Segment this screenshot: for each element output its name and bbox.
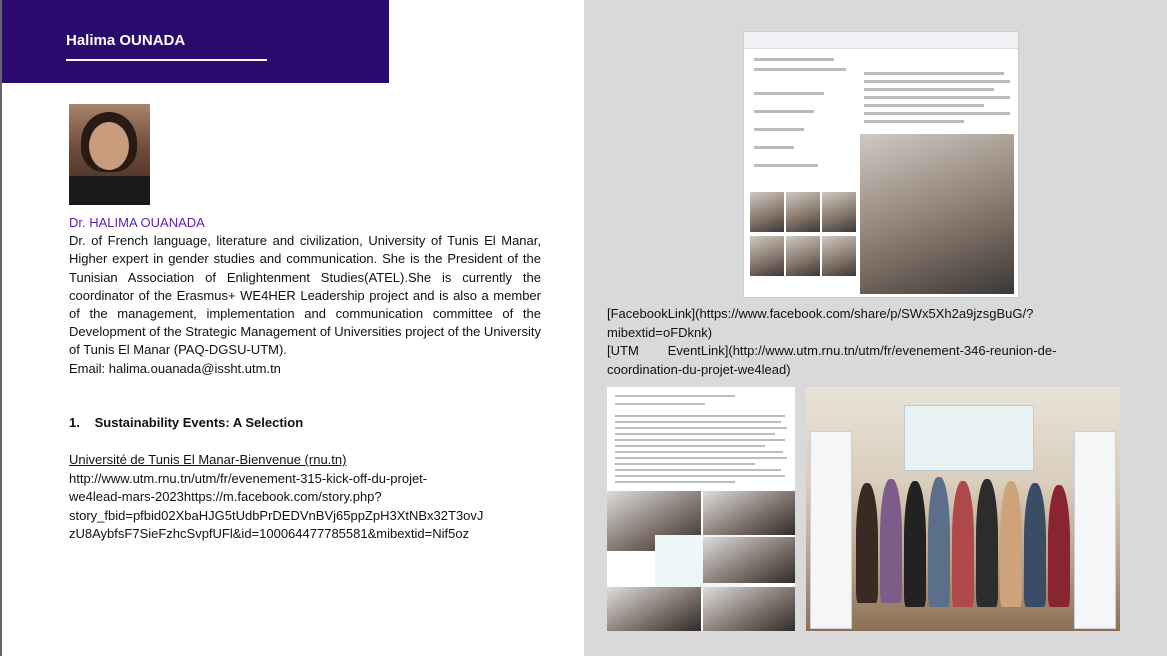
facebook-intro-column bbox=[748, 52, 856, 192]
post-photo-4 bbox=[607, 587, 701, 631]
post-photo-5 bbox=[703, 587, 795, 631]
post-photo-3 bbox=[703, 537, 795, 583]
facebook-page-screenshot bbox=[743, 31, 1019, 298]
event-url-line-1[interactable]: http://www.utm.rnu.tn/utm/fr/evenement-315-kick-off-du-projet- bbox=[69, 470, 428, 486]
post-photo-2 bbox=[703, 491, 795, 535]
event-url-line-4[interactable]: zU8AybfsF7SieFzhcSvpfUFl&id=100064477785581&mibextid=Nif5oz bbox=[69, 526, 470, 541]
utm-event-link-line-1[interactable]: [UTM EventLink](http://www.utm.rnu.tn/utm/fr/evenement-346-reunion-de- bbox=[607, 343, 1057, 358]
bio-email: Email: halima.ouanada@issht.utm.tn bbox=[69, 360, 281, 376]
portrait-shirt bbox=[69, 176, 150, 205]
header-underline bbox=[66, 59, 267, 61]
header-name: Halima OUNADA bbox=[66, 32, 186, 49]
facebook-top-bar bbox=[744, 32, 1018, 49]
section-number: 1. bbox=[69, 415, 80, 430]
event-url-line-2[interactable]: we4lead-mars-2023https://m.facebook.com/story.php? bbox=[69, 489, 382, 504]
facebook-link-line-2[interactable]: mibextid=oFDknk) bbox=[607, 324, 713, 340]
bio-text: Dr. of French language, literature and civilization, University of Tunis El Manar, Higher expert in gender studies and communication. She is the President of the Tunisian Association of Enlightenment Studies(ATEL).She is currently the coordinator of the Erasmus+ WE4HER Leadership project and is also a member of the management, implementation and communication committee of the Development of the Strategic Management of Universities project of the University of Tunis El Manar (PAQ-DGSU-UTM). bbox=[69, 233, 541, 358]
rollup-banner-left bbox=[810, 431, 852, 629]
utm-event-link-line-2[interactable]: coordination-du-projet-we4lead) bbox=[607, 361, 791, 377]
projection-screen bbox=[904, 405, 1034, 471]
header-band bbox=[2, 0, 389, 83]
section-title: Sustainability Events: A Selection bbox=[94, 415, 304, 430]
rollup-banner-right bbox=[1074, 431, 1116, 629]
right-links bbox=[607, 305, 1135, 379]
section-heading bbox=[69, 415, 303, 430]
bio-name: Dr. HALIMA OUANADA bbox=[69, 215, 205, 230]
event-url-line-3[interactable]: story_fbid=pfbid02XbaHJG5tUdbPrDEDVnBVj65ppZpH3XtNBx32T3ovJ bbox=[69, 507, 484, 523]
utm-welcome-link[interactable]: Université de Tunis El Manar-Bienvenue (rnu.tn) bbox=[69, 452, 347, 467]
event-post-screenshot bbox=[607, 387, 795, 631]
facebook-post-photo bbox=[860, 134, 1014, 294]
bio-block bbox=[69, 214, 541, 378]
facebook-link-line-1[interactable]: [FacebookLink](https://www.facebook.com/share/p/SWx5Xh2a9jzsgBuG/? bbox=[607, 306, 1034, 321]
portrait-face bbox=[89, 122, 129, 170]
event-links bbox=[69, 451, 549, 544]
portrait-photo bbox=[69, 104, 150, 205]
group-event-photo bbox=[806, 387, 1120, 631]
facebook-post-column bbox=[860, 52, 1014, 297]
facebook-photos-column bbox=[748, 178, 856, 296]
